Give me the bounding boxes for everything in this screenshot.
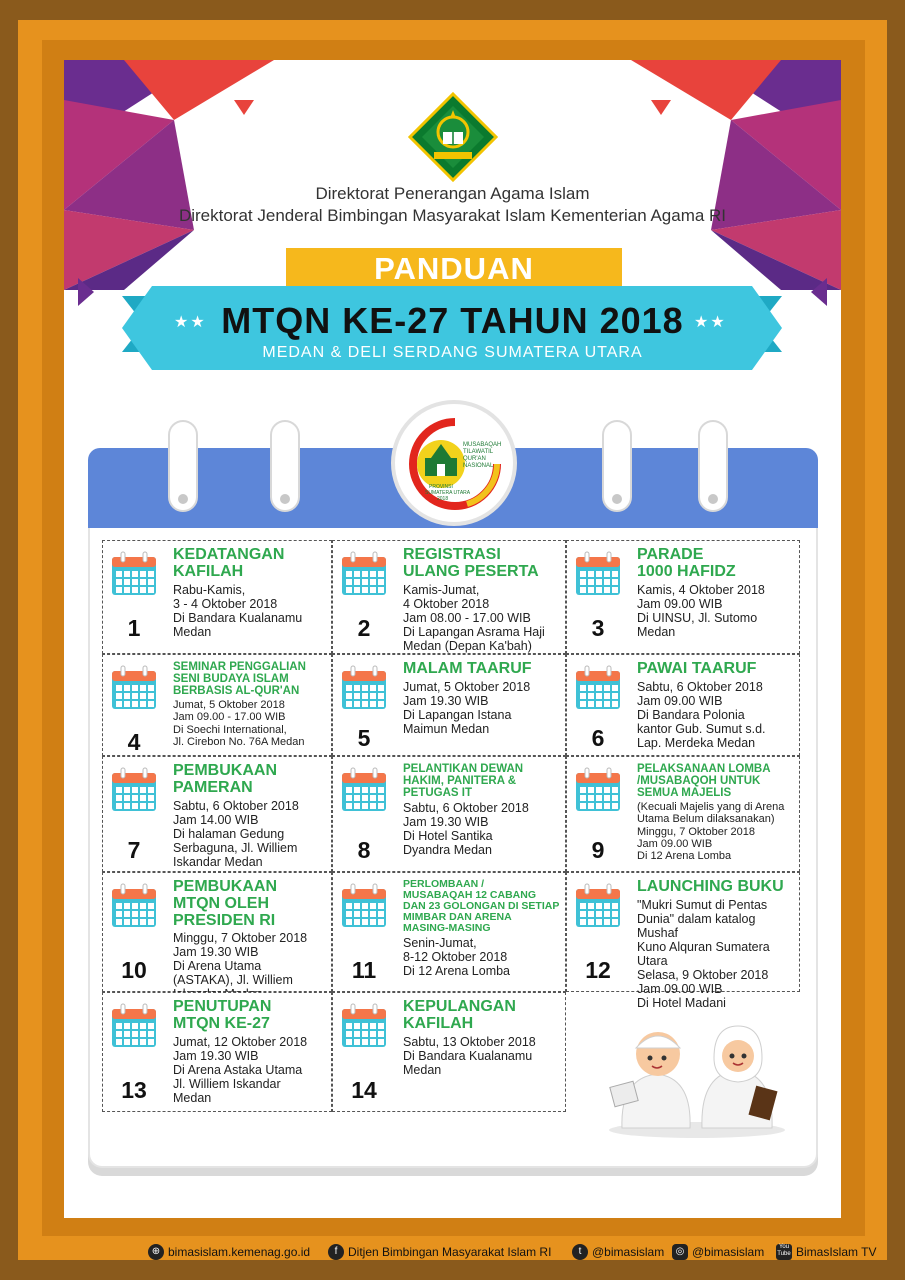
event-cell [102, 992, 332, 1112]
event-number: 2 [357, 615, 371, 641]
event-cell [332, 654, 566, 756]
calendar-icon [111, 1003, 157, 1049]
event-title: PARADE 1000 HAFIDZ [637, 546, 736, 580]
event-title: PENUTUPAN MTQN KE-27 [173, 998, 272, 1032]
calendar-icon [341, 551, 387, 597]
mtqn-logo-icon [407, 418, 503, 510]
mtq-text-3: QUR'AN [463, 456, 486, 462]
mtq-text-2: TILAWATIL [463, 449, 494, 455]
stars-left: ★★ [174, 314, 207, 331]
event-description: Kamis, 4 Oktober 2018 Jam 09.00 WIB Di UINSU, Jl. Sutomo Medan [637, 583, 765, 639]
event-cell [566, 872, 800, 1010]
event-number: 1 [127, 615, 141, 641]
event-number: 11 [351, 957, 377, 983]
event-title: PEMBUKAAN MTQN OLEH PRESIDEN RI [173, 878, 277, 929]
globe-icon: ⊕ [148, 1244, 164, 1260]
mtq-text-5: PROVINSI [429, 484, 453, 490]
footer-facebook[interactable] [328, 1244, 551, 1260]
mtq-text-4: NASIONAL [463, 463, 494, 469]
instagram-icon: ◎ [672, 1244, 688, 1260]
event-number: 5 [357, 725, 371, 751]
event-cell [102, 654, 332, 756]
calendar-icon [575, 767, 621, 813]
event-description: Jumat, 5 Oktober 2018 Jam 19.30 WIB Di Lapangan Istana Maimun Medan [403, 680, 531, 736]
event-number: 4 [127, 729, 141, 755]
calendar-ring [270, 420, 300, 512]
event-title: PAWAI TAARUF [637, 660, 757, 677]
footer-website[interactable] [148, 1244, 310, 1260]
calendar-ring [602, 420, 632, 512]
children-reading-illustration [602, 1008, 792, 1138]
calendar-icon [111, 665, 157, 711]
event-cell [102, 872, 332, 992]
youtube-icon: You Tube [776, 1244, 792, 1260]
mtq-text-1: MUSABAQAH [463, 442, 502, 448]
calendar-ring [698, 420, 728, 512]
event-cell [332, 872, 566, 992]
calendar-icon [575, 883, 621, 929]
event-cell [566, 756, 800, 872]
kemenag-emblem-icon [408, 92, 498, 182]
event-description: Sabtu, 6 Oktober 2018 Jam 09.00 WIB Di Bandara Polonia kantor Gub. Sumut s.d. Lap. Merdeka Medan [637, 680, 766, 750]
event-description: Jumat, 12 Oktober 2018 Jam 19.30 WIB Di Arena Astaka Utama Jl. Williem Iskandar Medan [173, 1035, 308, 1105]
event-title: PERLOMBAAN / MUSABAQAH 12 CABANG DAN 23 GOLONGAN DI SETIAP MIMBAR DAN ARENA MASING-MASING [403, 878, 560, 935]
event-title: LAUNCHING BUKU [637, 878, 784, 895]
calendar-icon [111, 551, 157, 597]
event-description: Sabtu, 13 Oktober 2018 Di Bandara Kualanamu Medan [403, 1035, 536, 1077]
instagram-text: @bimasislam [692, 1245, 765, 1259]
event-title: SEMINAR PENGGALIAN SENI BUDAYA ISLAM BERBASIS AL-QUR'AN [173, 661, 306, 698]
event-cell [566, 540, 800, 654]
calendar-icon [341, 1003, 387, 1049]
event-description: Senin-Jumat, 8-12 Oktober 2018 Di 12 Arena Lomba [403, 936, 511, 978]
event-title: MALAM TAARUF [403, 660, 532, 677]
mtq-text-7: 2018 [437, 496, 449, 502]
main-title: MTQN KE-27 TAHUN 2018 [221, 300, 684, 341]
event-number: 6 [591, 725, 605, 751]
calendar-icon [341, 767, 387, 813]
event-number: 3 [591, 615, 605, 641]
event-number: 10 [121, 957, 147, 983]
event-number: 8 [357, 837, 371, 863]
event-description: "Mukri Sumut di Pentas Dunia" dalam katalog Mushaf Kuno Alquran Sumatera Utara Selasa, 9 Oktober 2018 Jam 09.00 WIB Di Hotel Madani [637, 898, 770, 1010]
facebook-text: Ditjen Bimbingan Masyarakat Islam RI [348, 1245, 552, 1259]
event-title: KEPULANGAN KAFILAH [403, 998, 516, 1032]
poster-paper [64, 60, 877, 1259]
calendar-icon [341, 883, 387, 929]
event-description: Kamis-Jumat, 4 Oktober 2018 Jam 08.00 - 17.00 WIB Di Lapangan Asrama Haji Medan (Depan Ka'bah) [403, 583, 545, 653]
event-number: 9 [591, 837, 605, 863]
event-cell [102, 540, 332, 654]
org-line-1: Direktorat Penerangan Agama Islam [315, 184, 590, 203]
twitter-icon: t [572, 1244, 588, 1260]
event-cell [102, 756, 332, 872]
event-cell [332, 756, 566, 872]
calendar-icon [575, 665, 621, 711]
event-description: Jumat, 5 Oktober 2018 Jam 09.00 - 17.00 WIB Di Soechi International, Jl. Cirebon No. 76A Medan [173, 699, 305, 748]
event-title: REGISTRASI ULANG PESERTA [403, 546, 539, 580]
event-number: 13 [121, 1077, 147, 1103]
twitter-text: @bimasislam [592, 1245, 665, 1259]
footer-bar [148, 1244, 888, 1264]
facebook-icon: f [328, 1244, 344, 1260]
event-description: Sabtu, 6 Oktober 2018 Jam 14.00 WIB Di halaman Gedung Serbaguna, Jl. Williem Iskandar Medan [173, 799, 299, 869]
mtq-text-6: SUMATERA UTARA [425, 490, 471, 496]
event-description: (Kecuali Majelis yang di Arena Utama Belum dilaksanakan) Minggu, 7 Oktober 2018 Jam 09.00 WIB Di 12 Arena Lomba [637, 801, 785, 863]
event-cell [566, 654, 800, 756]
event-title: PELANTIKAN DEWAN HAKIM, PANITERA & PETUGAS IT [403, 763, 524, 800]
footer-youtube[interactable] [776, 1244, 876, 1260]
event-number: 7 [127, 837, 141, 863]
org-line-2: Direktorat Jenderal Bimbingan Masyarakat Islam Kementerian Agama RI [178, 206, 727, 225]
youtube-text: BimasIslam TV [796, 1245, 877, 1259]
event-title: PEMBUKAAN PAMERAN [173, 762, 277, 796]
calendar-ring [168, 420, 198, 512]
event-number: 12 [585, 957, 611, 983]
event-description: Minggu, 7 Oktober 2018 Jam 19.30 WIB Di Arena Utama (ASTAKA), Jl. Williem [173, 931, 308, 987]
calendar-icon [111, 767, 157, 813]
event-cell [332, 992, 566, 1112]
subtitle: MEDAN & DELI SERDANG SUMATERA UTARA [262, 344, 643, 361]
calendar-icon [111, 883, 157, 929]
mtqn-logo-badge [391, 400, 517, 526]
footer-twitter[interactable] [572, 1244, 664, 1260]
website-text: bimasislam.kemenag.go.id [168, 1245, 311, 1259]
event-cell [332, 540, 566, 654]
panduan-label: PANDUAN [286, 248, 622, 290]
stars-right: ★★ [694, 314, 727, 331]
event-title: PELAKSANAAN LOMBA /MUSABAQOH UNTUK SEMUA MAJELIS [637, 763, 771, 800]
calendar-icon [575, 551, 621, 597]
event-description: Rabu-Kamis, 3 - 4 Oktober 2018 Di Bandara Kualanamu Medan [173, 583, 303, 639]
event-title: KEDATANGAN KAFILAH [173, 546, 285, 580]
event-number: 14 [351, 1077, 377, 1103]
footer-instagram[interactable] [672, 1244, 764, 1260]
event-description: Sabtu, 6 Oktober 2018 Jam 19.30 WIB Di Hotel Santika Dyandra Medan [403, 801, 529, 857]
calendar-icon [341, 665, 387, 711]
